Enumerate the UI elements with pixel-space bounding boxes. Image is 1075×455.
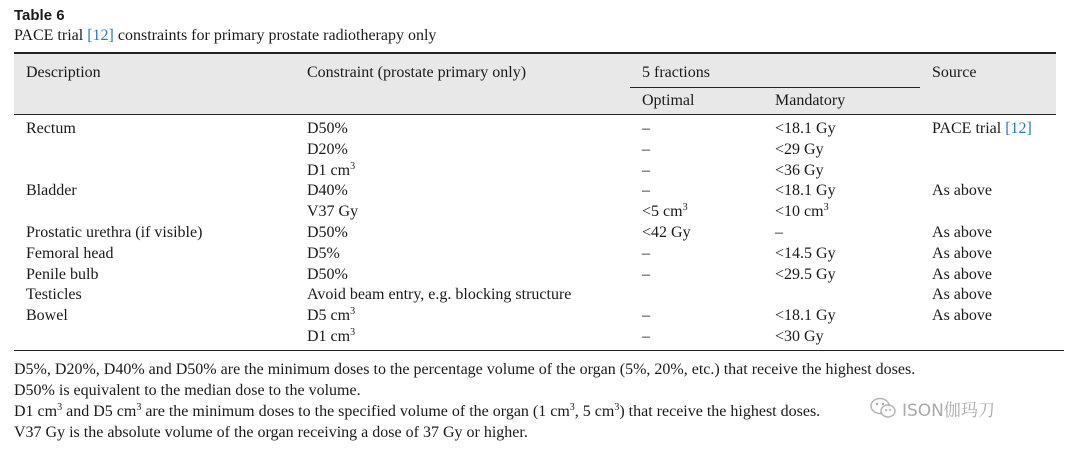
constraint-text: D1 cm <box>307 327 351 345</box>
table-label: Table 6 <box>14 7 65 24</box>
cell-optimal <box>630 285 763 306</box>
table-header <box>14 53 1056 115</box>
source-text: PACE trial <box>932 120 1006 137</box>
cell-source <box>920 285 1056 306</box>
constraint-text: D50% <box>307 223 348 241</box>
table-caption <box>14 6 1059 46</box>
mandatory-text: – <box>775 223 783 241</box>
cell-mandatory <box>763 223 920 244</box>
cell-constraint <box>295 285 630 306</box>
footnote-3-part: are the minimum doses to the specified volume of the organ (1 cm <box>141 403 570 420</box>
cell-constraint <box>295 265 630 286</box>
cell-mandatory <box>763 181 920 202</box>
footnote-line-2: D50% is equivalent to the median dose to the volume. <box>14 382 361 399</box>
cell-organ <box>14 161 295 182</box>
footnote-3-part: D1 cm <box>14 403 58 420</box>
constraint-text: D20% <box>307 140 348 158</box>
table-row <box>14 202 1056 223</box>
header-constraint: Constraint (prostate primary only) <box>307 64 527 81</box>
superscript: 3 <box>350 326 356 338</box>
cell-optimal <box>630 244 763 265</box>
cell-organ <box>14 244 295 265</box>
cell-organ <box>14 265 295 286</box>
cell-organ <box>14 223 295 244</box>
cell-source <box>920 140 1056 161</box>
cell-organ <box>14 140 295 161</box>
superscript: 3 <box>569 402 575 413</box>
constraint-text: D1 cm <box>307 161 351 179</box>
cell-organ <box>14 181 295 202</box>
cell-optimal <box>630 140 763 161</box>
table-row <box>14 285 1056 306</box>
mandatory-text: <18.1 Gy <box>775 307 836 325</box>
cell-constraint <box>295 306 630 327</box>
organ-text: Rectum <box>26 120 76 137</box>
cell-constraint <box>295 223 630 244</box>
header-description: Description <box>26 64 101 81</box>
cell-optimal <box>630 223 763 244</box>
cell-mandatory <box>763 306 920 327</box>
cell-organ <box>14 327 295 352</box>
cell-mandatory <box>763 327 920 352</box>
mandatory-text: <29.5 Gy <box>775 265 836 283</box>
optimal-text: – <box>642 327 650 345</box>
cell-source <box>920 161 1056 182</box>
table-row <box>14 161 1056 182</box>
organ-text: Testicles <box>26 286 82 304</box>
constraints-table <box>14 52 1056 352</box>
cell-organ <box>14 202 295 223</box>
table-row <box>14 223 1056 244</box>
cell-mandatory <box>763 115 920 140</box>
optimal-text: – <box>642 265 650 283</box>
source-text: As above <box>932 286 992 304</box>
cell-optimal <box>630 161 763 182</box>
cell-constraint <box>295 181 630 202</box>
cell-mandatory <box>763 265 920 286</box>
constraint-text: D40% <box>307 182 348 200</box>
optimal-text: <5 cm <box>642 203 683 221</box>
optimal-text: <42 Gy <box>642 223 691 241</box>
table-row <box>14 306 1056 327</box>
cell-constraint <box>295 161 630 182</box>
cell-source <box>920 115 1056 140</box>
header-mandatory: Mandatory <box>775 92 846 109</box>
superscript: 3 <box>136 402 142 413</box>
organ-text: Bladder <box>26 182 77 200</box>
table-row <box>14 244 1056 265</box>
cell-source <box>920 244 1056 265</box>
table-title <box>14 26 1059 46</box>
cell-mandatory <box>763 140 920 161</box>
cell-organ <box>14 285 295 306</box>
watermark-text: ISON伽玛刀 <box>902 401 995 421</box>
cell-organ <box>14 115 295 140</box>
header-group-label: 5 fractions <box>642 64 710 81</box>
cell-source <box>920 202 1056 223</box>
superscript: 3 <box>682 202 688 214</box>
optimal-text: – <box>642 244 650 262</box>
cell-constraint <box>295 115 630 140</box>
table-row <box>14 140 1056 161</box>
footnote-line-1: D5%, D20%, D40% and D50% are the minimum doses to the percentage volume of the organ (5%, 20%, etc.) that receive the highest doses. <box>14 361 916 378</box>
cell-optimal <box>630 327 763 352</box>
table-row <box>14 327 1056 352</box>
optimal-text: – <box>642 120 650 137</box>
header-optimal: Optimal <box>642 92 695 109</box>
cell-optimal <box>630 181 763 202</box>
cell-constraint <box>295 244 630 265</box>
cell-optimal <box>630 265 763 286</box>
constraint-text: V37 Gy <box>307 203 359 221</box>
cell-optimal <box>630 115 763 140</box>
mandatory-text: <14.5 Gy <box>775 244 836 262</box>
table-row <box>14 265 1056 286</box>
footnote-3-part: , 5 cm <box>574 403 615 420</box>
constraint-text: D5% <box>307 244 340 262</box>
constraint-text: D5 cm <box>307 307 351 325</box>
organ-text: Bowel <box>26 307 68 325</box>
table-body <box>14 115 1056 352</box>
optimal-text: – <box>642 161 650 179</box>
superscript: 3 <box>614 402 620 413</box>
footnote-3-part: and D5 cm <box>62 403 137 420</box>
mandatory-text: <18.1 Gy <box>775 182 836 200</box>
table-title-text-rest: constraints for primary prostate radiotherapy only <box>113 27 437 44</box>
reference-link[interactable]: [12] <box>1005 120 1032 137</box>
cell-source <box>920 306 1056 327</box>
mandatory-text: <36 Gy <box>775 161 824 179</box>
mandatory-text: <30 Gy <box>775 327 824 345</box>
source-text: As above <box>932 182 992 200</box>
superscript: 3 <box>350 306 356 318</box>
optimal-text: – <box>642 140 650 158</box>
cell-mandatory <box>763 244 920 265</box>
mandatory-text: <29 Gy <box>775 140 824 158</box>
cell-source <box>920 327 1056 352</box>
cell-optimal <box>630 306 763 327</box>
constraints-table-container <box>14 52 1056 352</box>
table-row <box>14 181 1056 202</box>
superscript: 3 <box>350 160 356 172</box>
header-group-5-fractions <box>630 53 920 88</box>
cell-constraint <box>295 140 630 161</box>
source-text: As above <box>932 223 992 241</box>
cell-mandatory <box>763 202 920 223</box>
source-text: As above <box>932 265 992 283</box>
constraint-text: D50% <box>307 265 348 283</box>
cell-constraint <box>295 202 630 223</box>
cell-source <box>920 223 1056 244</box>
cell-organ <box>14 306 295 327</box>
mandatory-text: <10 cm <box>775 203 824 221</box>
cell-optimal <box>630 202 763 223</box>
cell-source <box>920 265 1056 286</box>
superscript: 3 <box>57 402 63 413</box>
organ-text: Penile bulb <box>26 265 99 283</box>
cell-mandatory <box>763 285 920 306</box>
cell-constraint <box>295 327 630 352</box>
cell-mandatory <box>763 161 920 182</box>
source-text: As above <box>932 307 992 325</box>
optimal-text: – <box>642 307 650 325</box>
footnote-line-4: V37 Gy is the absolute volume of the organ receiving a dose of 37 Gy or higher. <box>14 424 528 441</box>
constraint-text: Avoid beam entry, e.g. blocking structure <box>307 286 572 304</box>
optimal-text: – <box>642 182 650 200</box>
table-title-text: PACE trial <box>14 27 88 44</box>
reference-link[interactable]: [12] <box>87 27 114 44</box>
source-text: As above <box>932 244 992 262</box>
organ-text: Prostatic urethra (if visible) <box>26 223 203 241</box>
constraint-text: D50% <box>307 120 348 137</box>
organ-text: Femoral head <box>26 244 114 262</box>
superscript: 3 <box>823 202 829 214</box>
group-rule <box>630 87 920 88</box>
mandatory-text: <18.1 Gy <box>775 120 836 137</box>
table-row <box>14 115 1056 140</box>
footnote-3-part: ) that receive the highest doses. <box>619 403 821 420</box>
header-source: Source <box>932 64 977 81</box>
cell-source <box>920 181 1056 202</box>
